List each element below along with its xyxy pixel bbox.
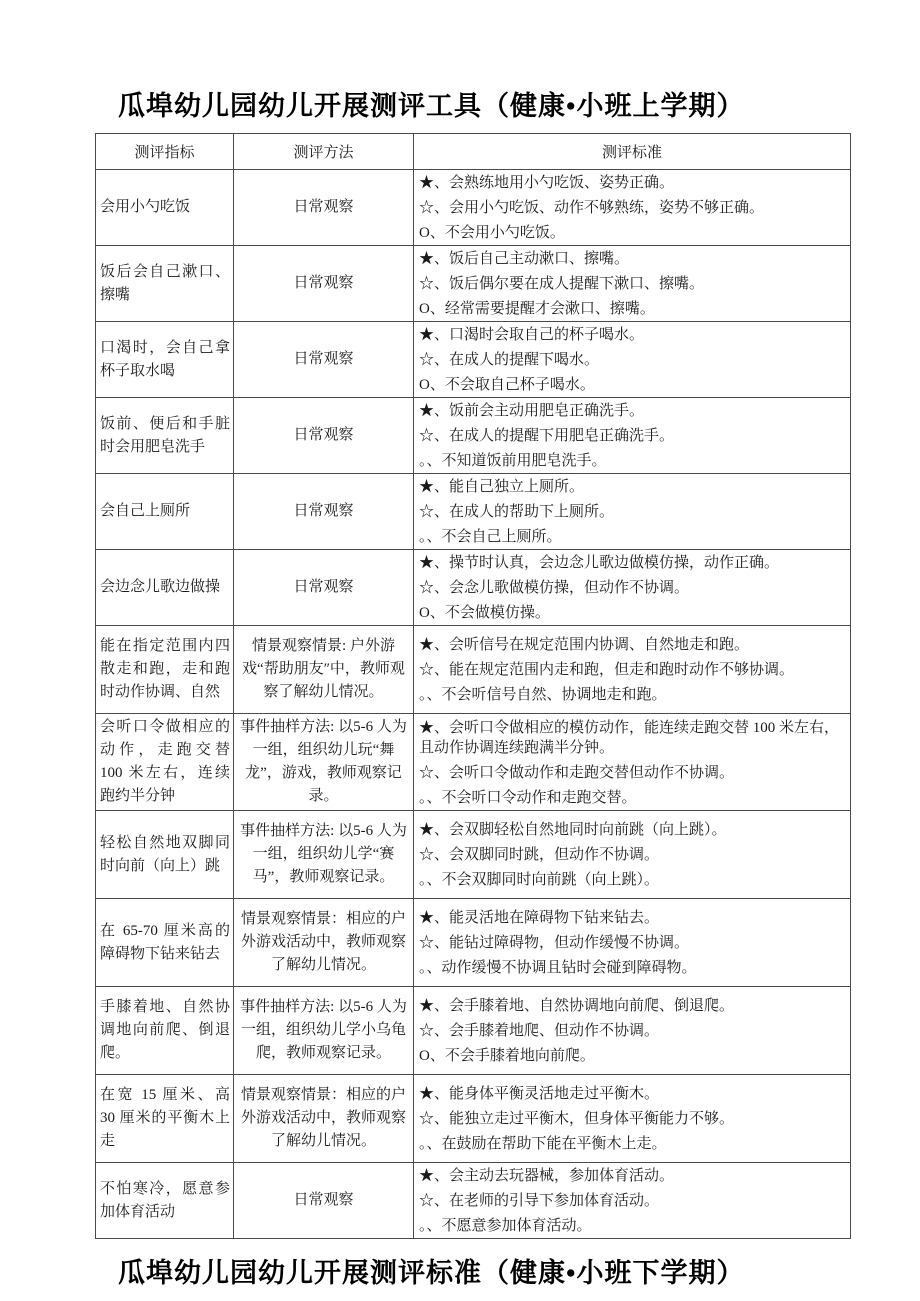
method-cell: 日常观察 — [234, 322, 414, 398]
indicator-cell: 会听口令做相应的动作，走跑交替 100 米左右，连续跑约半分钟 — [96, 714, 234, 811]
page-title-bottom: 瓜埠幼儿园幼儿开展测评标准（健康•小班下学期） — [118, 1258, 745, 1288]
table-row — [96, 987, 851, 1075]
standard-line: ★、会熟练地用小勺吃饭、姿势正确。 — [419, 175, 675, 191]
table-row — [96, 1075, 851, 1163]
header-method: 测评方法 — [234, 134, 414, 170]
header-standard: 测评标准 — [414, 134, 851, 170]
standard-line: 。、不愿意参加体育活动。 — [419, 1218, 592, 1234]
method-cell: 事件抽样方法: 以5-6 人为一组，组织幼儿学“赛马”，教师观察记录。 — [234, 811, 414, 899]
indicator-cell: 会用小勺吃饭 — [96, 170, 234, 246]
table-row — [96, 322, 851, 398]
standards-cell — [414, 1075, 851, 1163]
standard-line: ☆、在成人的帮助下上厕所。 — [419, 504, 615, 520]
indicator-cell: 会边念儿歌边做操 — [96, 550, 234, 626]
standard-line: ☆、能钻过障碍物，但动作缓慢不协调。 — [419, 935, 690, 951]
standard-line: ☆、饭后偶尔要在成人提醒下漱口、擦嘴。 — [419, 276, 705, 292]
method-cell: 日常观察 — [234, 474, 414, 550]
standards-cell — [414, 626, 851, 714]
table-row — [96, 398, 851, 474]
standard-line: 。、不知道饭前用肥皂洗手。 — [419, 453, 607, 469]
indicator-cell: 口渴时，会自己拿杯子取水喝 — [96, 322, 234, 398]
table-row — [96, 550, 851, 626]
method-cell: 日常观察 — [234, 550, 414, 626]
standard-line: O、不会取自己杯子喝水。 — [419, 377, 595, 393]
table-row — [96, 474, 851, 550]
standard-line: ☆、会念儿歌做模仿操，但动作不协调。 — [419, 580, 690, 596]
standard-line: ★、饭前会主动用肥皂正确洗手。 — [419, 403, 645, 419]
table-row — [96, 626, 851, 714]
standard-line: ☆、能独立走过平衡木，但身体平衡能力不够。 — [419, 1111, 735, 1127]
standard-line: ☆、会手膝着地爬、但动作不协调。 — [419, 1023, 660, 1039]
method-cell: 情景观察情景: 户外游戏“帮助朋友″中，教师观察了解幼儿情况。 — [234, 626, 414, 714]
standards-cell — [414, 550, 851, 626]
standard-line: ★、会听信号在规定范围内协调、自然地走和跑。 — [419, 637, 750, 653]
indicator-cell: 轻松自然地双脚同时向前（向上）跳 — [96, 811, 234, 899]
standards-cell — [414, 474, 851, 550]
table-row — [96, 899, 851, 987]
indicator-cell: 在 65-70 厘米高的障碍物下钻来钻去 — [96, 899, 234, 987]
standard-line: ★、会听口令做相应的模仿动作，能连续走跑交替 100 米左右，且动作协调连续跑满半分钟。 — [419, 719, 840, 756]
standard-line: ★、会手膝着地、自然协调地向前爬、倒退爬。 — [419, 998, 735, 1014]
standard-line: ☆、会听口令做动作和走跑交替但动作不协调。 — [419, 764, 735, 781]
standard-line: ☆、能在规定范围内走和跑，但走和跑时动作不够协调。 — [419, 662, 795, 678]
assessment-table — [95, 133, 851, 1239]
table-row — [96, 1163, 851, 1239]
table-header-row — [96, 134, 851, 170]
standard-line: ★、会双脚轻松自然地同时向前跳（向上跳）。 — [419, 822, 727, 838]
table-body — [96, 170, 851, 1239]
header-indicator: 测评指标 — [96, 134, 234, 170]
standard-line: O、经常需要提醒才会漱口、擦嘴。 — [419, 301, 655, 317]
standards-cell — [414, 1163, 851, 1239]
standards-cell — [414, 714, 851, 811]
indicator-cell: 饭后会自己漱口、擦嘴 — [96, 246, 234, 322]
table-row — [96, 170, 851, 246]
method-cell: 情景观察情景：相应的户外游戏活动中，教师观察了解幼儿情况。 — [234, 899, 414, 987]
standard-line: O、不会做模仿操。 — [419, 605, 550, 621]
standard-line: O、不会手膝着地向前爬。 — [419, 1048, 595, 1064]
method-cell: 日常观察 — [234, 1163, 414, 1239]
standards-cell — [414, 246, 851, 322]
indicator-cell: 手膝着地、自然协调地向前爬、倒退爬。 — [96, 987, 234, 1075]
standard-line: 。、动作缓慢不协调且钻时会碰到障碍物。 — [419, 960, 697, 976]
standard-line: 。、在鼓励在帮助下能在平衡木上走。 — [419, 1136, 667, 1152]
method-cell: 情景观察情景：相应的户外游戏活动中，教师观察了解幼儿情况。 — [234, 1075, 414, 1163]
standard-line: 。、不会听信号自然、协调地走和跑。 — [419, 687, 667, 703]
standard-line: ☆、在成人的提醒下用肥皂正确洗手。 — [419, 428, 675, 444]
standards-cell — [414, 170, 851, 246]
standards-cell — [414, 398, 851, 474]
page-title-top: 瓜埠幼儿园幼儿开展测评工具（健康•小班上学期） — [118, 91, 745, 121]
standards-cell — [414, 322, 851, 398]
standard-line: O、不会用小勺吃饭。 — [419, 225, 565, 241]
indicator-cell: 饭前、便后和手脏时会用肥皂洗手 — [96, 398, 234, 474]
method-cell: 日常观察 — [234, 398, 414, 474]
standard-line: ☆、会双脚同时跳，但动作不协调。 — [419, 847, 660, 863]
method-cell: 事件抽样方法: 以5-6 人为一组，组织幼儿学小乌龟爬，教师观察记录。 — [234, 987, 414, 1075]
method-cell: 事件抽样方法: 以5-6 人为一组，组织幼儿玩“舞龙”，游戏，教师观察记录。 — [234, 714, 414, 811]
standard-line: ☆、会用小勺吃饭、动作不够熟练，姿势不够正确。 — [419, 200, 765, 216]
indicator-cell: 会自己上厕所 — [96, 474, 234, 550]
standard-line: ★、操节时认真，会边念儿歌边做模仿操，动作正确。 — [419, 555, 780, 571]
indicator-cell: 能在指定范围内四散走和跑，走和跑时动作协调、自然 — [96, 626, 234, 714]
standard-line: 。、不会听口令动作和走跑交替。 — [419, 789, 637, 806]
standard-line: ★、能灵活地在障碍物下钻来钻去。 — [419, 910, 660, 926]
table-row — [96, 811, 851, 899]
standard-line: ★、会主动去玩器械，参加体育活动。 — [419, 1168, 675, 1184]
standard-line: ★、饭后自己主动漱口、擦嘴。 — [419, 251, 630, 267]
standards-cell — [414, 811, 851, 899]
indicator-cell: 在宽 15 厘米、高 30 厘米的平衡木上走 — [96, 1075, 234, 1163]
table-header — [96, 134, 851, 170]
indicator-cell: 不怕寒冷，愿意参加体育活动 — [96, 1163, 234, 1239]
standard-line: ☆、在成人的提醒下喝水。 — [419, 352, 600, 368]
standard-line: 。、不会双脚同时向前跳（向上跳）。 — [419, 872, 660, 888]
standards-cell — [414, 899, 851, 987]
standard-line: ★、口渴时会取自己的杯子喝水。 — [419, 327, 645, 343]
table-row — [96, 714, 851, 811]
method-cell: 日常观察 — [234, 170, 414, 246]
standards-cell — [414, 987, 851, 1075]
standard-line: ★、能自己独立上厕所。 — [419, 479, 585, 495]
standard-line: 。、不会自己上厕所。 — [419, 529, 562, 545]
table-row — [96, 246, 851, 322]
standard-line: ★、能身体平衡灵活地走过平衡木。 — [419, 1086, 660, 1102]
method-cell: 日常观察 — [234, 246, 414, 322]
standard-line: ☆、在老师的引导下参加体育活动。 — [419, 1193, 660, 1209]
